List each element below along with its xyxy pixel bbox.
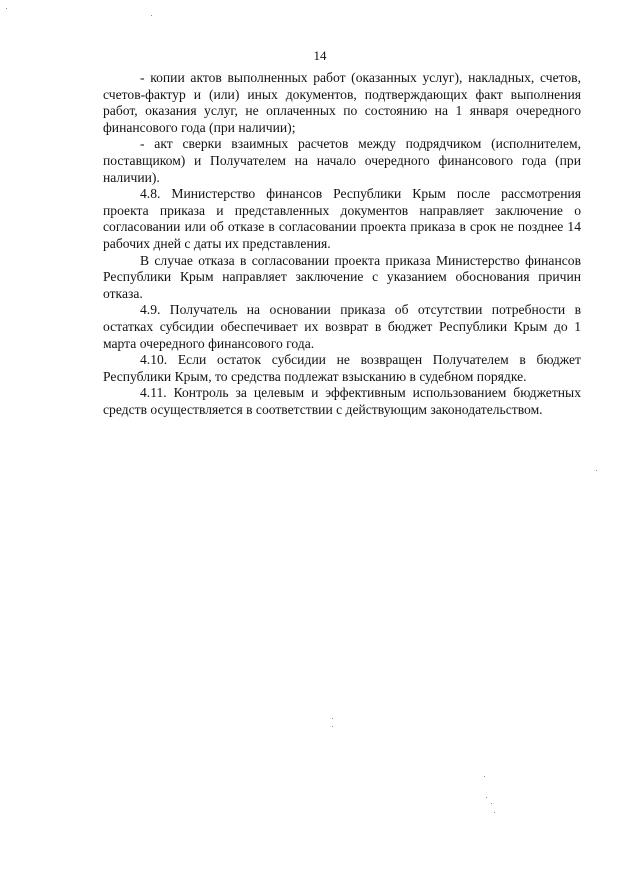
paragraph-4-9: 4.9. Получатель на основании приказа об отсутствии потребности в остатках субсидии обеспечивает их возврат в бюджет Республики Крым до 1 марта очередного финансового года.: [103, 302, 581, 351]
page-number: 14: [313, 48, 327, 63]
paragraph-reconciliation-act: - акт сверки взаимных расчетов между подрядчиком (исполнителем, поставщиком) и Получателем на начало очередного финансового года (при наличии).: [103, 136, 581, 185]
scan-speck: [332, 718, 333, 719]
paragraph-4-11: 4.11. Контроль за целевым и эффективным использованием бюджетных средств осуществляется в соответствии с действующим законодательством.: [103, 385, 581, 417]
scan-speck: [491, 803, 492, 804]
scan-speck: [151, 15, 152, 16]
scan-speck: [486, 797, 487, 798]
scan-speck: [484, 776, 485, 777]
scan-speck: [6, 8, 7, 9]
document-body: [103, 70, 581, 418]
paragraph-refusal: В случае отказа в согласовании проекта приказа Министерство финансов Республики Крым направляет заключение с указанием обоснования причин отказа.: [103, 252, 581, 301]
scan-speck: [596, 470, 597, 471]
scan-speck: [494, 812, 495, 813]
paragraph-4-10: 4.10. Если остаток субсидии не возвращен Получателем в бюджет Республики Крым, то средства подлежат взысканию в судебном порядке.: [103, 352, 581, 384]
scan-speck: [332, 726, 333, 727]
paragraph-invoice-copies: - копии актов выполненных работ (оказанных услуг), накладных, счетов, счетов-фактур и (или) иных документов, подтверждающих факт выполнения работ, оказания услуг, не оплаченных по состоянию на 1 января очередного финансового года (при наличии);: [103, 70, 581, 135]
paragraph-4-8: 4.8. Министерство финансов Республики Крым после рассмотрения проекта приказа и представленных документов направляет заключение о согласовании или об отказе в согласовании проекта приказа в срок не позднее 14 рабочих дней с даты их представления.: [103, 186, 581, 251]
